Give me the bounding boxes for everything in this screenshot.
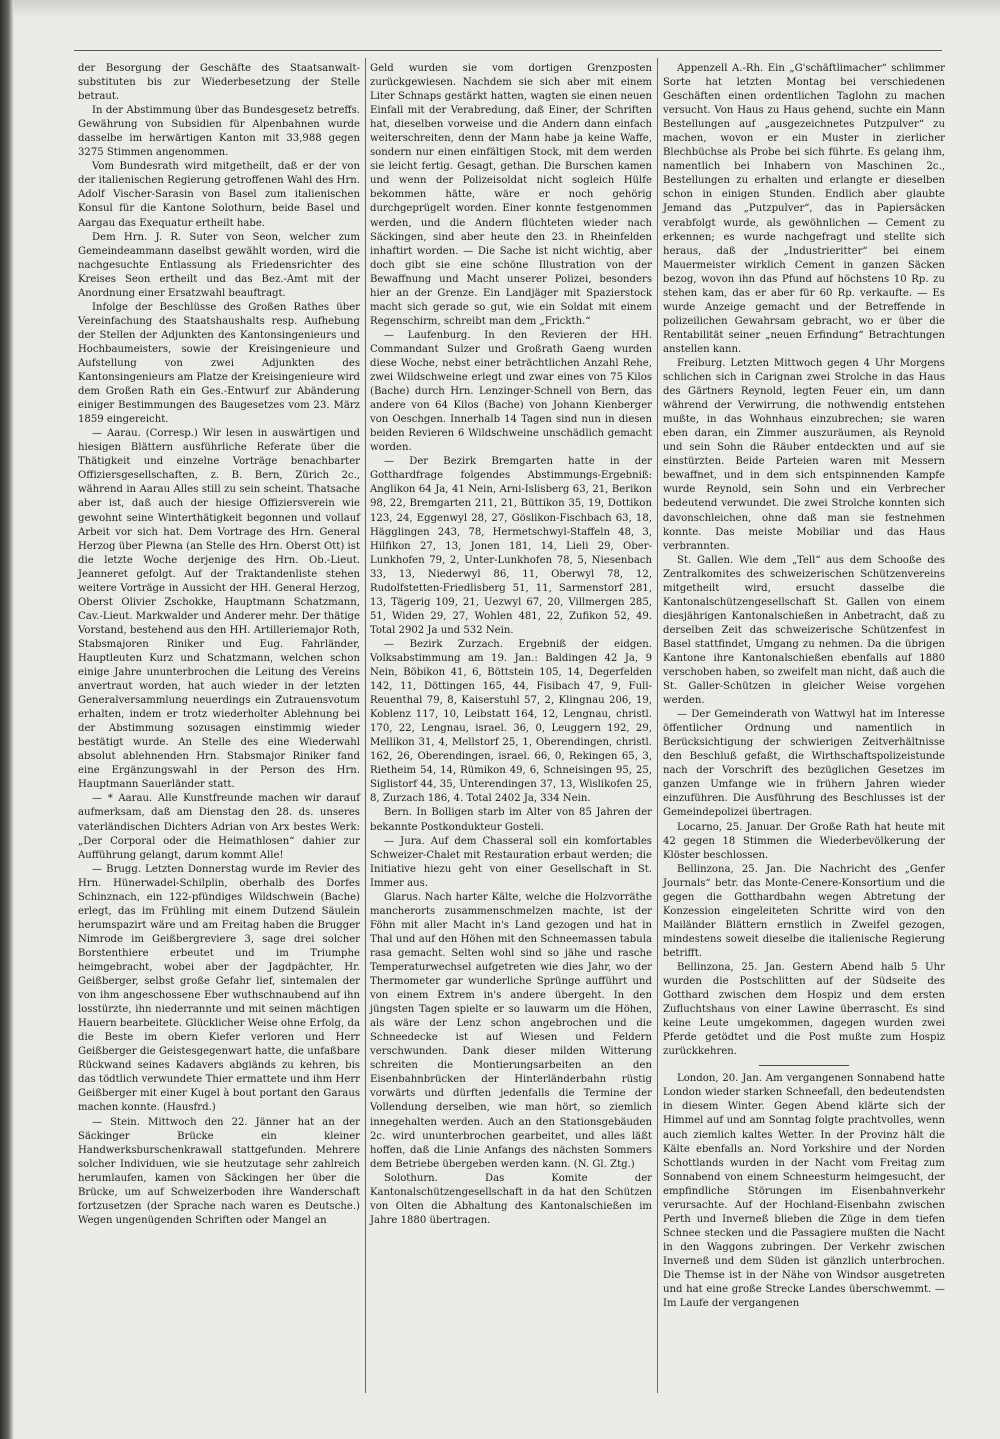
article-paragraph: Vom Bundesrath wird mitgetheilt, daß er der von der italienischen Regierung getroffenen Wahl des Hrn. Adolf Vischer-Sarasin von Basel zum italienischen Konsul für die Kantone Solothurn, beide Basel und Aargau das Exequatur ertheilt habe.	[78, 161, 360, 229]
article-paragraph: Dem Hrn. J. R. Suter von Seon, welcher zum Gemeindeammann daselbst gewählt worden, wird die nachgesuchte Entlassung als Friedensrichter des Kreises Seon ertheilt und das Bez.-Amt mit der Anordnung einer Ersatzwahl beauftragt.	[78, 231, 360, 299]
article-paragraph: Bellinzona, 25. Jan. Gestern Abend halb 5 Uhr wurden die Postschlitten auf der Südseite des Gotthard zwischen dem Hospiz und dem ersten Zufluchtshaus von einer Lawine überrascht. Es sind keine Leute umgekommen, dagegen wurden zwei Pferde getödtet und die Post mußte zum Hospiz zurückkehren.	[663, 962, 945, 1058]
article-paragraph: — Der Gemeinderath von Wattwyl hat im Interesse öffentlicher Ordnung und namentlich in Berücksichtigung der schwierigen Zeitverhältnisse den Beschluß gefaßt, die Wirthschaftspolizeistunde nach der Vorschrift des bezüglichen Gesetzes im ganzen Umfange wie in frühern Jahren wieder einzuführen. Die Ausführung des Beschlusses ist der Gemeindepolizei übertragen.	[663, 709, 945, 819]
article-paragraph: Geld wurden sie vom dortigen Grenzposten zurückgewiesen. Nachdem sie sich aber mit einem Liter Schnaps gestärkt hatten, wagten sie einen neuen Einfall mit der Verabredung, daß Einer, der Schriften hat, dieselben vorweise und die Andern dann einfach weiterschreiten, denn der Mann habe ja keine Waffe, sondern nur einen einfältigen Stock, mit dem werden sie leicht fertig. Gesagt, gethan. Die Burschen kamen und wenn der Polizeisoldat nicht sogleich Hülfe bekommen hätte, wäre er noch gehörig durchgeprügelt worden. Einer konnte festgenommen werden, und die Andern flüchteten wieder nach Säckingen, sind aber heute den 23. in Rheinfelden inhaftirt worden. — Die Sache ist nicht wichtig, aber doch gibt sie eine schöne Illustration von der Bewaffnung und Macht unserer Polizei, besonders hier an der Grenze. Ein Landjäger mit Spazierstock macht sich gerade so gut, wie ein Soldat mit einem Regenschirm, schreibt man dem „Frickth.“	[370, 63, 652, 327]
article-paragraph: In der Abstimmung über das Bundesgesetz betreffs. Gewährung von Subsidien für Alpenbahnen wurde dasselbe im herwärtigen Kanton mit 33,988 gegen 3275 Stimmen angenommen.	[78, 105, 360, 159]
article-paragraph: — * Aarau. Alle Kunstfreunde machen wir darauf aufmerksam, daß am Dienstag den 28. ds. unseres vaterländischen Dichters Adrian von Arx bestes Werk: „Der Corporal oder die Heimathlosen“ dahier zur Aufführung gelangt, darum kommt Alle!	[78, 793, 360, 861]
article-paragraph: — Jura. Auf dem Chasseral soll ein komfortables Schweizer-Chalet mit Restauration erbaut werden; die Initiative hiezu geht von einer Gesellschaft in St. Immer aus.	[370, 835, 652, 889]
article-paragraph: Glarus. Nach harter Kälte, welche die Holzvorräthe mancherorts zusammenschmelzen machte, ist der Föhn mit aller Macht in's Land gezogen und hat in Thal und auf den Höhen mit den Schneemassen tabula rasa gemacht. Selten wohl sind so jähe und rasche Temperaturwechsel aufgetreten wie dies Jahr, wo der Thermometer gar wunderliche Sprünge aufführt und von einem Extrem in's andere übergeht. In den jüngsten Tagen spielte er so lauwarm um die Höhen, als wäre der Lenz schon angebrochen und die Schneedecke ist auf Wiesen und Feldern verschwunden. Dank dieser milden Witterung schreiten die Montierungsarbeiten an den Eisenbahnbrücken der Hinterländerbahn rüstig vorwärts und dürften jedenfalls die Termine der Vollendung derselben, wie man hört, so ziemlich innegehalten werden. Auch an den Stationsgebäuden 2c. wird ununterbrochen gearbeitet, und alles läßt hoffen, daß die Linie Anfangs des nächsten Sommers dem Betriebe übergeben werden kann. (N. Gl. Ztg.)	[370, 891, 652, 1170]
article-paragraph: — Der Bezirk Bremgarten hatte in der Gotthardfrage folgendes Abstimmungs-Ergebniß: Anglikon 64 Ja, 41 Nein, Arni-Islisberg 63, 21, Berikon 98, 22, Bremgarten 211, 21, Büttikon 35, 19, Dottikon 123, 24, Eggenwyl 28, 27, Göslikon-Fischbach 63, 18, Hägglingen 243, 78, Hermetschwyl-Staffeln 48, 3, Hilfikon 27, 13, Jonen 181, 14, Lieli 29, Ober-Lunkhofen 79, 2, Unter-Lunkhofen 78, 5, Niesenbach 33, 13, Niederwyl 86, 11, Oberwyl 78, 12, Rudolfstetten-Friedlisberg 51, 11, Sarmenstorf 281, 13, Tägerig 109, 21, Uezwyl 67, 20, Villmergen 285, 51, Widen 29, 27, Wohlen 481, 22, Zufikon 52, 49. Total 2902 Ja und 532 Nein.	[370, 456, 652, 636]
article-paragraph: — Stein. Mittwoch den 22. Jänner hat an der Säckinger Brücke ein kleiner Handwerksburschenkrawall stattgefunden. Mehrere solcher Individuen, wie sie heutzutage sehr zahlreich herumlaufen, kamen von Säckingen her über die Brücke, um auf Schweizerboden ihre Wanderschaft fortzusetzen (der Sprache nach waren es Deutsche.) Wegen ungenügenden Schriften oder Mangel an	[78, 1116, 360, 1226]
column-rule-2	[657, 58, 658, 1393]
article-paragraph: Locarno, 25. Januar. Der Große Rath hat heute mit 42 gegen 18 Stimmen die Wiederbevölkerung der Klöster beschlossen.	[663, 821, 945, 861]
article-paragraph: Infolge der Beschlüsse des Großen Rathes über Vereinfachung des Staatshaushalts resp. Aufhebung der Stellen der Adjunkten des Kantonsingenieurs und Hochbaumeisters, sowie der Kreisingenieure und Aufstellung von zwei Adjunkten des Kantonsingenieurs am Platze der Kreisingenieure wird dem Großen Rath ein Ges.-Entwurf zur Abänderung einiger Bestimmungen des Baugesetzes vom 23. März 1859 eingereicht.	[78, 301, 360, 426]
scan-binding-shadow	[0, 0, 14, 1439]
column-1	[78, 62, 360, 1228]
column-rule-1	[365, 58, 366, 1393]
article-paragraph: Freiburg. Letzten Mittwoch gegen 4 Uhr Morgens schlichen sich in Carignan zwei Strolche in das Haus des Gärtners Reynold, legten Feuer ein, um dann während der Verwirrung, die nothwendig entstehen mußte, in das Wohnhaus einzubrechen; sie waren eben daran, ein Zimmer auszuräumen, als Reynold und sein Sohn die Räuber entdeckten und auf sie einstürzten. Beide Parteien waren mit Messern bewaffnet, und in dem sich entspinnenden Kampfe wurde Reynold, sein Sohn und ein Verbrecher bedeutend verwundet. Die zwei Strolche konnten sich davonschleichen, ohne daß man sie festnehmen konnte. Das meiste Mobiliar und das Haus verbrannten.	[663, 357, 945, 552]
article-paragraph: Appenzell A.-Rh. Ein „G'schäftlimacher“ schlimmer Sorte hat letzten Montag bei verschiedenen Geschäften einen ordentlichen Taglohn zu machen versucht. Von Haus zu Haus gehend, suchte ein Mann Bestellungen auf „ausgezeichnetes Putzpulver“ zu machen, wovon er ein Muster in zierlicher Blechbüchse als Probe bei sich führte. Es gelang ihm, namentlich bei Inhabern von Maschinen 2c., Bestellungen zu erhalten und erlangte er dieselben schon in einigen Stunden. Endlich aber glaubte Jemand das „Putzpulver“, das in Papiersäcken verabfolgt wurde, als gewöhnlichen — Cement zu erkennen; es wurde nachgefragt und stellte sich heraus, daß der „Industrieritter“ bei einem Mauermeister wirklich Cement in ganzen Säcken bezog, wovon ihn das Pfund auf höchstens 10 Rp. zu stehen kam, das er aber für 60 Rp. verkaufte. — Es wurde Anzeige gemacht und der Betreffende in polizeilichen Gewahrsam gebracht, wo er über die Rentabilität seiner „neuen Erfindung“ Betrachtungen anstellen kann.	[663, 63, 945, 355]
article-paragraph: Bellinzona, 25. Jan. Die Nachricht des „Genfer Journals“ betr. das Monte-Cenere-Konsortium und die gegen die Gotthardbahn wegen Abtretung der Konzession eingeleiteten Schritte wird von den Mailänder Blättern ernstlich in Zweifel gezogen, mindestens soweit dieselbe die italienische Regierung betrifft.	[663, 863, 945, 959]
section-divider	[759, 1065, 849, 1066]
article-paragraph: St. Gallen. Wie dem „Tell“ aus dem Schooße des Zentralkomites des schweizerischen Schützenvereins mitgetheilt wird, ersucht dasselbe die Kantonalschützengesellschaft St. Gallen von einem diesjährigen Kantonalschießen in Anbetracht, daß zu derselben Zeit das schweizerische Schützenfest in Basel stattfindet, Umgang zu nehmen. Da die übrigen Kantone ihre Kantonalschießen ebenfalls auf 1880 verschoben haben, so zweifelt man nicht, daß auch die St. Galler-Schützen in gleicher Weise vorgehen werden.	[663, 554, 945, 707]
scan-top-band	[14, 0, 1000, 18]
article-paragraph: Solothurn. Das Komite der Kantonalschützengesellschaft in da hat den Schützen von Olten die Abhaltung des Kantonalschießen im Jahre 1880 übertragen.	[370, 1172, 652, 1226]
header-rule	[74, 50, 942, 51]
article-paragraph: — Aarau. (Corresp.) Wir lesen in auswärtigen und hiesigen Blättern ausführliche Referate über die Thätigkeit und einzelne Vorträge benachbarter Offiziersgesellschaften, z. B. Bern, Zürich 2c., während in Aarau Alles still zu sein scheint. Thatsache aber ist, daß auch der hiesige Offiziersverein wie gewohnt seine Winterthätigkeit begonnen und vollauf Arbeit vor sich hat. Dem Vortrage des Hrn. General Herzog über Plewna (an Stelle des Hrn. Oberst Ott) ist die letzte Woche derjenige des Hrn. Ob.-Lieut. Jeanneret gefolgt. Auf der Traktandenliste stehen weitere Vorträge in Aussicht der HH. General Herzog, Oberst Olivier Zschokke, Hauptmann Schatzmann, Cav.-Lieut. Markwalder und Anderer mehr. Der thätige Vorstand, bestehend aus den HH. Artilleriemajor Roth, Stabsmajoren Riniker und Eug. Fahrländer, Hauptleuten Kurz und Schatzmann, welchen schon einige Jahre ununterbrochen die Leitung des Vereins anvertraut worden, hat auch wieder in der letzten Generalversammlung neuerdings ein Zutrauensvotum erhalten, indem er trotz wiederholter Ablehnung bei der Abstimmung sozusagen einstimmig wieder bestätigt wurde. An Stelle des eine Wiederwahl absolut ablehnenden Hrn. Stabsmajor Riniker fand eine Ergänzungswahl in der Person des Hrn. Hauptmann Sauerländer statt.	[78, 428, 360, 791]
column-3	[663, 62, 945, 1311]
column-2	[370, 62, 652, 1228]
article-paragraph: Bern. In Bolligen starb im Alter von 85 Jahren der bekannte Postkondukteur Gosteli.	[370, 807, 652, 833]
article-paragraph: — Bezirk Zurzach. Ergebniß der eidgen. Volksabstimmung am 19. Jan.: Baldingen 42 Ja, 9 Nein, Böbikon 41, 6, Böttstein 105, 14, Degerfelden 142, 11, Döttingen 165, 44, Fisibach 47, 9, Full-Reuenthal 79, 8, Kaiserstuhl 57, 2, Klingnau 206, 19, Koblenz 117, 10, Leibstatt 164, 12, Lengnau, christl. 170, 22, Lengnau, israel. 36, 0, Leuggern 192, 29, Mellikon 31, 4, Mellstorf 25, 1, Oberendingen, christl. 162, 26, Oberendingen, israel. 66, 0, Rekingen 65, 3, Rietheim 54, 14, Rümikon 49, 6, Schneisingen 95, 25, Siglistorf 44, 35, Unterendingen 37, 13, Wislikofen 25, 8, Zurzach 186, 4. Total 2402 Ja, 334 Nein.	[370, 638, 652, 805]
article-paragraph: der Besorgung der Geschäfte des Staatsanwalt-substituten bis zur Wiederbesetzung der Stelle betraut.	[78, 63, 360, 103]
article-paragraph: — Brugg. Letzten Donnerstag wurde im Revier des Hrn. Hünerwadel-Schilplin, oberhalb des Dorfes Schinznach, ein 122-pfündiges Wildschwein (Bache) erlegt, das im Frühling mit einem Dutzend Säulein herumspazirt wäre und am Freitag haben die Brugger Nimrode im Geißbergreviere 3, sage drei solcher Borstenthiere erbeutet und im Triumphe heimgebracht, wobei aber der Jagdpächter, Hr. Geißberger, selbst große Gefahr lief, sintemalen der von ihm angeschossene Eber wuthschnaubend auf ihn losstürzte, ihn niederrannte und mit seinen mächtigen Hauern bearbeitete. Glücklicher Weise ohne Erfolg, da die Beste im obern Kiefer verloren und Herr Geißberger die Geistesgegenwart hatte, die unfaßbare Rückwand seines Kadavers abgiänds zu kehren, bis das tödtlich verwundete Thier ermattete und ihm Herr Geißberger mit einer Kugel à bout portant den Garaus machen konnte. (Hausfrd.)	[78, 863, 360, 1114]
article-paragraph: London, 20. Jan. Am vergangenen Sonnabend hatte London wieder starken Schneefall, den bedeutendsten in diesem Winter. Gegen Abend klärte sich der Himmel auf und am Sonntag folgte prachtvolles, wenn auch ziemlich kaltes Wetter. In der Provinz hält die Kälte ebenfalls an. Nord Yorkshire und der Norden Schottlands wurden in der Nacht vom Freitag zum Sonnabend von einem Schneesturm heimgesucht, der empfindliche Störungen im Eisenbahnverkehr verursachte. Auf der Hochland-Eisenbahn zwischen Perth und Inverneß blieben die Züge in dem tiefen Schnee stecken und die Passagiere mußten die Nacht in den Waggons zubringen. Der Verkehr zwischen Inverneß und dem Süden ist gänzlich unterbrochen. Die Themse ist in der Nähe von Windsor ausgetreten und hat eine große Strecke Landes überschwemmt. — Im Laufe der vergangenen	[663, 1073, 945, 1310]
article-paragraph: — Laufenburg. In den Revieren der HH. Commandant Sulzer und Großrath Gaeng wurden diese Woche, nebst einer beträchtlichen Anzahl Rehe, zwei Wildschweine erlegt und zwar eines von 75 Kilos (Bache) durch Hrn. Lenzinger-Schnell von Bern, das andere von 64 Kilos (Bache) von Johann Kienberger von Oeschgen. Innerhalb 14 Tagen sind nun in diesen beiden Revieren 6 Wildschweine unschädlich gemacht worden.	[370, 329, 652, 454]
